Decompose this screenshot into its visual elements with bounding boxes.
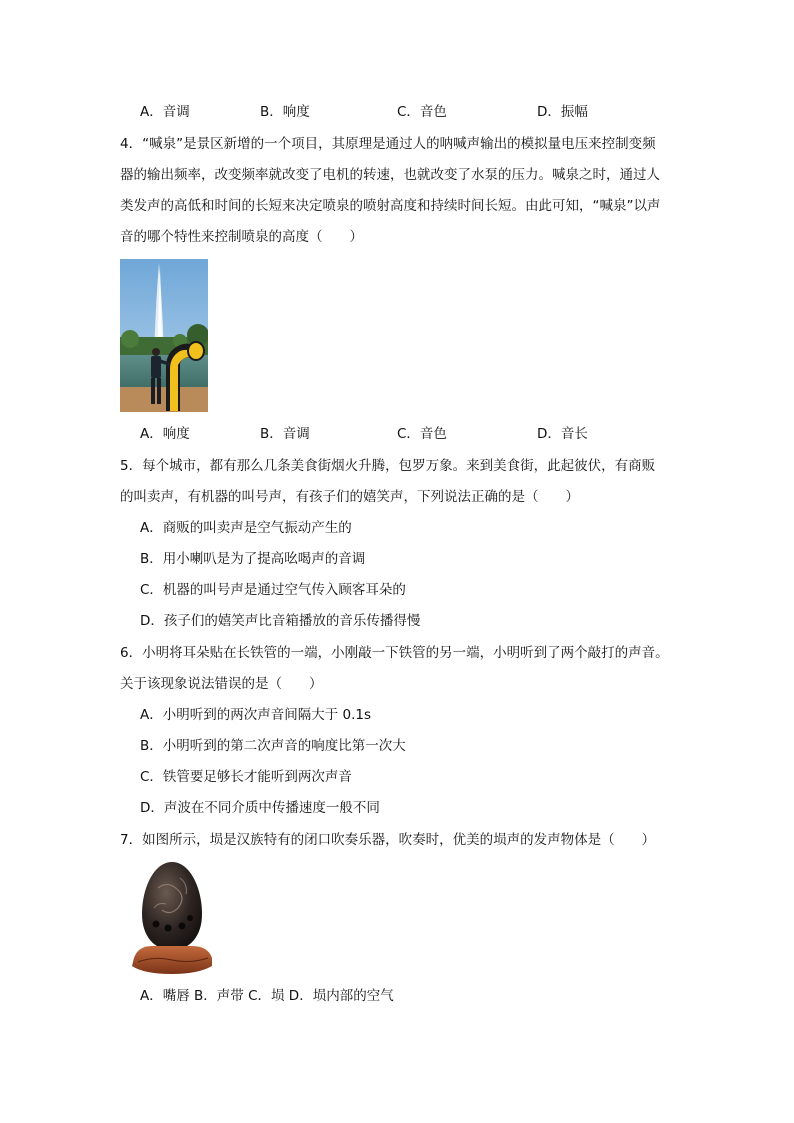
q6-option-c: C．铁管要足够长才能听到两次声音	[140, 769, 352, 785]
q4-option-c: C．音色	[397, 426, 447, 442]
q5-option-c: C．机器的叫号声是通过空气传入顾客耳朵的	[140, 582, 406, 598]
q5-option-d: D．孩子们的嬉笑声比音箱播放的音乐传播得慢	[140, 613, 421, 629]
q5-option-b: B．用小喇叭是为了提高吆喝声的音调	[140, 551, 366, 567]
q5-line-2: 的叫卖声，有机器的叫号声，有孩子们的嬉笑声，下列说法正确的是（ ）	[120, 489, 579, 505]
q3-option-d: D．振幅	[537, 104, 588, 120]
q5-line-1: 5．每个城市，都有那么几条美食街烟火升腾，包罗万象。来到美食街，此起彼伏，有商贩	[120, 458, 656, 474]
q6-line-1: 6．小明将耳朵贴在长铁管的一端，小刚敲一下铁管的另一端，小明听到了两个敲打的声音。	[120, 645, 669, 661]
q3-option-b: B．响度	[260, 104, 310, 120]
q4-option-b: B．音调	[260, 426, 310, 442]
q4-option-a: A．响度	[140, 426, 190, 442]
q4-line-2: 器的输出频率，改变频率就改变了电机的转速，也就改变了水泵的压力。喊泉之时，通过人	[120, 167, 660, 183]
q6-option-a: A．小明听到的两次声音间隔大于 0.1s	[140, 707, 372, 723]
q7-options: A．嘴唇 B．声带 C．埙 D．埙内部的空气	[140, 988, 394, 1004]
q3-option-c: C．音色	[397, 104, 447, 120]
q7-line-1: 7．如图所示，埙是汉族特有的闭口吹奏乐器，吹奏时，优美的埙声的发声物体是（ ）	[120, 832, 656, 848]
q4-line-4: 音的哪个特性来控制喷泉的高度（ ）	[120, 229, 363, 245]
q6-option-b: B．小明听到的第二次声音的响度比第一次大	[140, 738, 406, 754]
q6-line-2: 关于该现象说法错误的是（ ）	[120, 676, 323, 692]
q4-line-3: 类发声的高低和时间的长短来决定喷泉的喷射高度和持续时间长短。由此可知，“喊泉”以声	[120, 198, 661, 214]
q3-option-a: A．音调	[140, 104, 190, 120]
fountain-photo	[120, 259, 208, 412]
q6-option-d: D．声波在不同介质中传播速度一般不同	[140, 800, 380, 816]
q4-line-1: 4．“喊泉”是景区新增的一个项目，其原理是通过人的呐喊声输出的模拟量电压来控制变频	[120, 136, 656, 152]
q5-option-a: A．商贩的叫卖声是空气振动产生的	[140, 520, 352, 536]
q4-option-d: D．音长	[537, 426, 588, 442]
xun-instrument-photo	[128, 858, 216, 978]
